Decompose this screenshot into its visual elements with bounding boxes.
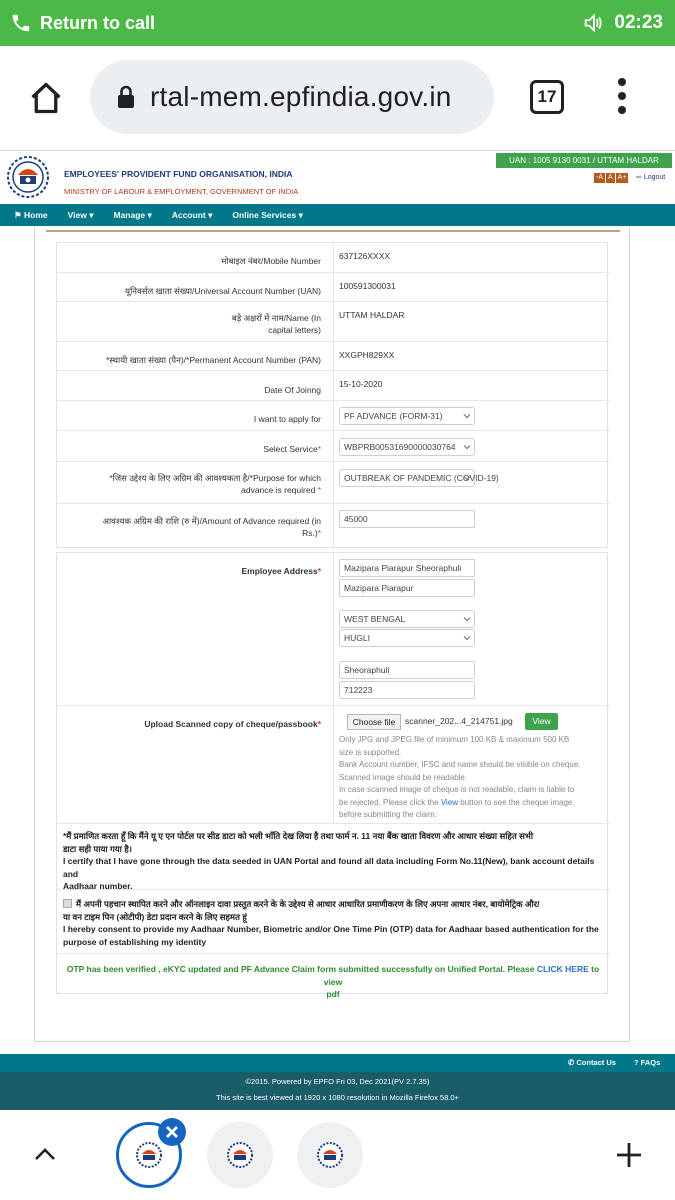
pan-label: *स्थायी खाता संख्या (पैन)/*Permanent Account Number (PAN) xyxy=(106,355,321,365)
faqs-label: FAQs xyxy=(640,1058,661,1067)
help-line: Scanned image should be readable. xyxy=(339,772,468,782)
pin-input[interactable]: 712223 xyxy=(339,681,475,699)
amount-label-line-2: Rs.) xyxy=(302,528,318,538)
epfo-favicon-icon xyxy=(226,1141,254,1169)
uan-label: यूनिवर्सल खाता संख्या/Universal Account Number (UAN) xyxy=(125,286,321,296)
purpose-label-line-1: *जिस उद्देश्य के लिए अग्रिम की आवश्यकता है/*Purpose for which xyxy=(109,473,321,483)
amount-label-line-1: आवश्यक अग्रिम की राशि (रु में)/Amount of Advance required (in xyxy=(102,516,321,526)
service-row xyxy=(57,430,609,461)
font-size-controls xyxy=(594,173,628,183)
state-select[interactable] xyxy=(339,610,475,628)
nav-manage-label: Manage xyxy=(113,209,146,220)
consent-checkbox[interactable] xyxy=(63,899,72,908)
name-row xyxy=(57,301,609,341)
help-line: Bank Account number, IFSC and name should be visible on cheque. xyxy=(339,760,581,769)
district-select[interactable] xyxy=(339,629,475,647)
url-text: rtal-mem.epfindia.gov.in xyxy=(150,81,452,112)
new-tab-icon[interactable] xyxy=(614,1140,644,1170)
tab-thumbnail[interactable] xyxy=(297,1122,363,1188)
state-selected: WEST BENGAL xyxy=(344,614,406,624)
nav-manage[interactable]: Manage ▾ xyxy=(113,209,152,220)
mobile-label: मोबाइल नंबर/Mobile Number xyxy=(221,256,321,266)
upload-label xyxy=(57,718,327,730)
success-row xyxy=(57,953,609,999)
certify-english-line: Aadhaar number. xyxy=(63,881,133,891)
help-line: size is supported. xyxy=(339,747,402,757)
certify-hindi-line: *मैं प्रमाणित करता हूँ कि मैंने यू ए एन पोर्टल पर सीड डाटा को भली भाँति देख लिया है तथा फार्म न. 11 नया बैंक खाता विवरण और आधार संख्या सहित सभी xyxy=(63,831,534,841)
success-text: pdf xyxy=(326,989,340,999)
close-tab-button[interactable] xyxy=(158,1118,186,1146)
tab-switcher-button[interactable]: 17 xyxy=(530,80,564,114)
contact-us-link[interactable]: ✆ Contact Us xyxy=(568,1058,616,1067)
epfo-header xyxy=(0,150,675,204)
epfo-logo-icon xyxy=(6,155,50,199)
certify-row xyxy=(57,823,609,889)
success-message xyxy=(63,963,603,1001)
address-upload-table xyxy=(56,552,608,999)
close-icon xyxy=(158,1118,186,1146)
address-line1-input[interactable]: Mazipara Piarapur Sheoraphuli xyxy=(339,559,475,577)
doj-label: Date Of Joinng xyxy=(264,385,321,395)
uan-row xyxy=(57,272,609,301)
font-increase-button[interactable]: A+ xyxy=(617,174,627,181)
view-cheque-button[interactable]: View xyxy=(525,713,558,730)
nav-online-services[interactable]: Online Services ▾ xyxy=(232,209,303,220)
certify-hindi-line: डाटा सही पाया गया है। xyxy=(63,843,132,854)
claim-form-table xyxy=(56,242,608,548)
best-viewed-text: This site is best viewed at 1920 x 1080 resolution in Mozilla Firefox 58.0+ xyxy=(216,1093,459,1102)
chevron-down-icon xyxy=(463,634,471,642)
chevron-down-icon xyxy=(463,474,471,482)
required-marker: * xyxy=(317,566,321,576)
chosen-file-name: scanner_202...4_214751.jpg xyxy=(405,716,513,726)
required-marker: * xyxy=(317,485,321,495)
apply-for-selected: PF ADVANCE (FORM-31) xyxy=(344,411,443,421)
chevron-up-icon[interactable] xyxy=(32,1142,58,1168)
mobile-row xyxy=(57,243,609,272)
nav-account-label: Account xyxy=(171,209,206,220)
upload-help-text xyxy=(339,734,605,822)
required-marker: * xyxy=(317,444,321,454)
help-line: button to see the cheque image xyxy=(458,797,573,807)
uan-value: 100591300031 xyxy=(339,281,396,291)
consent-declaration xyxy=(63,898,603,948)
amount-row xyxy=(57,503,609,549)
consent-english-line: purpose of establishing my identity xyxy=(63,936,207,947)
chevron-down-icon xyxy=(463,615,471,623)
return-to-call-label: Return to call xyxy=(40,12,156,33)
font-decrease-button[interactable]: -A xyxy=(596,174,603,181)
amount-input[interactable]: 45000 xyxy=(339,510,475,528)
purpose-label-line-2: advance is required xyxy=(241,485,316,495)
browser-toolbar xyxy=(0,46,675,150)
upload-row xyxy=(57,705,609,823)
epfo-favicon-icon xyxy=(316,1141,344,1169)
pan-row xyxy=(57,341,609,370)
success-text: to view xyxy=(323,964,600,987)
chevron-down-icon xyxy=(463,412,471,420)
apply-for-row xyxy=(57,400,609,430)
name-label-line-1: बड़े अक्षरों में नाम/Name (In xyxy=(231,313,321,323)
consent-hindi-line: मैं अपनी पहचान स्थापित करने और ऑनलाइन दावा प्रस्तुत करने के के उद्देश्य से आधार आधारित प्रमाणीकरण के लिए अपना आधार नंबर, बायोमेट्रिक और/ xyxy=(76,899,540,909)
address-row xyxy=(57,553,609,705)
help-line: In case scanned image of cheque is not readable, claim is liable to xyxy=(339,785,575,794)
contact-us-label: Contact Us xyxy=(576,1058,616,1067)
address-bar[interactable] xyxy=(90,60,494,134)
address-label xyxy=(57,565,327,577)
main-nav xyxy=(0,204,675,226)
help-line: be rejected. Please click the xyxy=(339,797,441,807)
success-text: OTP has been verified , eKYC updated and PF Advance Claim form submitted successfully on Unified Portal. Please xyxy=(66,964,537,974)
help-line: Only JPG and JPEG file of minimum 100 KB & maximum 500 KB xyxy=(339,735,570,744)
speaker-icon xyxy=(582,12,604,34)
uan-badge: UAN : 1005 9130 0031 / UTTAM HALDAR xyxy=(496,153,672,168)
address-label-text: Employee Address xyxy=(241,566,318,576)
faqs-link[interactable]: ? FAQs xyxy=(634,1058,661,1067)
purpose-select[interactable] xyxy=(339,469,499,487)
certify-english-line: I certify that I have gone through the data seeded in UAN Portal and found all data including Form No.11(New), bank account details and xyxy=(63,856,595,879)
footer-links-bar xyxy=(0,1054,675,1072)
service-selected: WBPRB00531690000030764 xyxy=(344,442,456,452)
help-line: before submitting the claim. xyxy=(339,810,437,819)
apply-for-select[interactable] xyxy=(339,407,475,425)
nav-view-label: View xyxy=(67,209,87,220)
doj-value: 15-10-2020 xyxy=(339,379,383,389)
tab-thumbnail[interactable] xyxy=(207,1122,273,1188)
purpose-label xyxy=(57,472,327,496)
purpose-row xyxy=(57,461,609,503)
required-marker: * xyxy=(317,528,321,538)
district-selected: HUGLI xyxy=(344,633,370,643)
return-to-call-banner[interactable] xyxy=(0,0,675,46)
name-value: UTTAM HALDAR xyxy=(339,310,405,320)
mobile-value: 637126XXXX xyxy=(339,251,391,261)
city-input[interactable]: Sheoraphuli xyxy=(339,661,475,679)
purpose-selected: OUTBREAK OF PANDEMIC (COVID-19) xyxy=(344,473,499,483)
service-select[interactable] xyxy=(339,438,475,456)
logout-link[interactable]: ⇨ Logout xyxy=(636,174,666,181)
nav-online-services-label: Online Services xyxy=(232,209,297,220)
call-timer: 02:23 xyxy=(614,12,663,33)
font-normal-button[interactable]: A xyxy=(608,174,613,181)
nav-view[interactable]: View ▾ xyxy=(67,209,94,220)
service-label-text: Select Service xyxy=(263,444,318,454)
doj-row xyxy=(57,370,609,400)
name-label xyxy=(57,312,327,336)
consent-english-line: I hereby consent to provide my Aadhaar Number, Biometric and/or One Time Pin (OTP) data for Aadhaar based authentication for the xyxy=(63,924,599,934)
click-here-link[interactable]: CLICK HERE xyxy=(536,964,589,974)
amount-label xyxy=(57,515,327,539)
pan-value: XXGPH829XX xyxy=(339,350,395,360)
view-link[interactable]: View xyxy=(440,797,459,807)
footer-info xyxy=(0,1072,675,1110)
phone-icon xyxy=(10,12,32,34)
more-menu-icon[interactable] xyxy=(612,76,632,116)
consent-row xyxy=(57,889,609,953)
logout-label: Logout xyxy=(643,174,666,181)
certify-declaration xyxy=(63,830,603,893)
nav-home-label: Home xyxy=(23,209,48,220)
lock-icon xyxy=(116,84,136,110)
form-top-rule xyxy=(46,230,620,232)
consent-hindi-line: या वन टाइम पिन (ओटीपी) डेटा प्रदान करने के लिए सहमत हूं xyxy=(63,911,247,922)
home-icon[interactable] xyxy=(28,80,64,116)
ministry-name: MINISTRY OF LABOUR & EMPLOYMENT, GOVERNMENT OF INDIA xyxy=(64,187,299,196)
tab-strip xyxy=(0,1110,675,1200)
powered-by-text: ©2015. Powered by EPFO Fri 03, Dec 2021(PV 2.7.35) xyxy=(245,1077,430,1086)
apply-for-label: I want to apply for xyxy=(253,414,321,424)
chevron-down-icon xyxy=(463,443,471,451)
org-name: EMPLOYEES' PROVIDENT FUND ORGANISATION, INDIA xyxy=(64,169,293,179)
upload-label-text: Upload Scanned copy of cheque/passbook xyxy=(144,719,318,729)
required-marker: * xyxy=(317,719,321,729)
service-label xyxy=(57,443,327,455)
nav-account[interactable]: Account ▾ xyxy=(171,209,213,220)
choose-file-button[interactable]: Choose file xyxy=(347,714,401,730)
name-label-line-2: capital letters) xyxy=(268,325,321,335)
address-line2-input[interactable]: Mazipara Piarapur xyxy=(339,579,475,597)
nav-home[interactable]: ⚑ Home xyxy=(14,209,48,220)
